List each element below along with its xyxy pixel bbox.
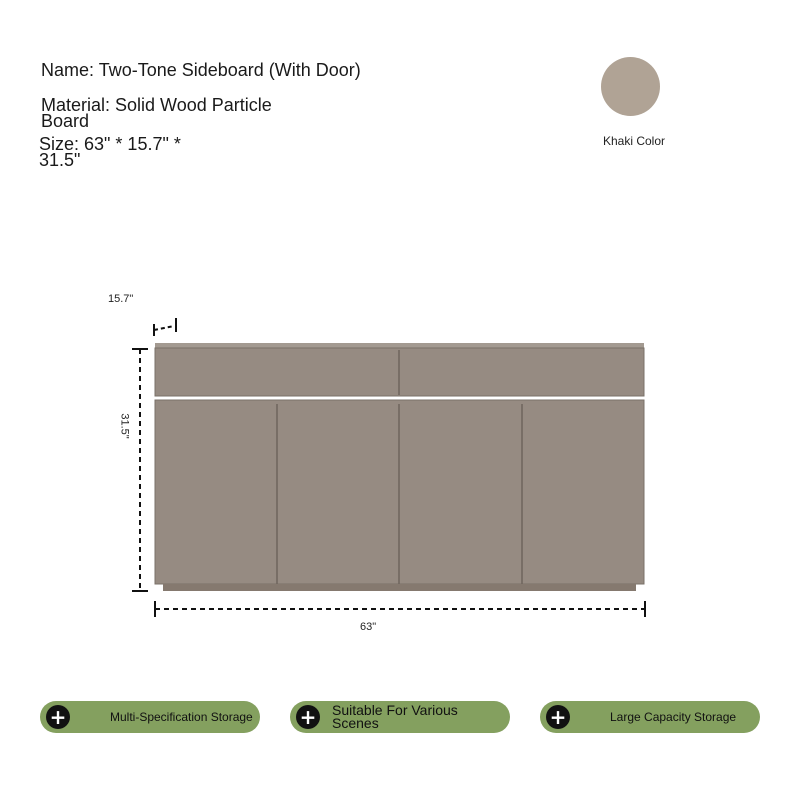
- product-name: Name: Two-Tone Sideboard (With Door): [41, 60, 361, 80]
- product-size: Size: 63" * 15.7" * 31.5": [39, 134, 181, 170]
- feature-label: Suitable For Various Scenes: [332, 702, 458, 731]
- plus-icon: +: [296, 705, 320, 729]
- feature-label: Multi-Specification Storage: [110, 710, 253, 724]
- plus-icon: +: [546, 705, 570, 729]
- plus-icon: +: [46, 705, 70, 729]
- height-label: 31.5": [118, 413, 131, 439]
- cabinet-plinth: [163, 584, 636, 591]
- feature-label: Large Capacity Storage: [610, 710, 737, 724]
- product-material: Material: Solid Wood Particle Board: [41, 95, 272, 131]
- feature-multi-specification-storage[interactable]: [40, 701, 260, 733]
- depth-dimension-line: [154, 326, 174, 330]
- feature-large-capacity-storage[interactable]: [540, 701, 760, 733]
- feature-suitable-for-various-scenes[interactable]: [290, 701, 510, 733]
- width-label: 63": [360, 621, 377, 633]
- depth-label: 15.7": [108, 293, 134, 305]
- swatch-label: Khaki Color: [602, 134, 666, 148]
